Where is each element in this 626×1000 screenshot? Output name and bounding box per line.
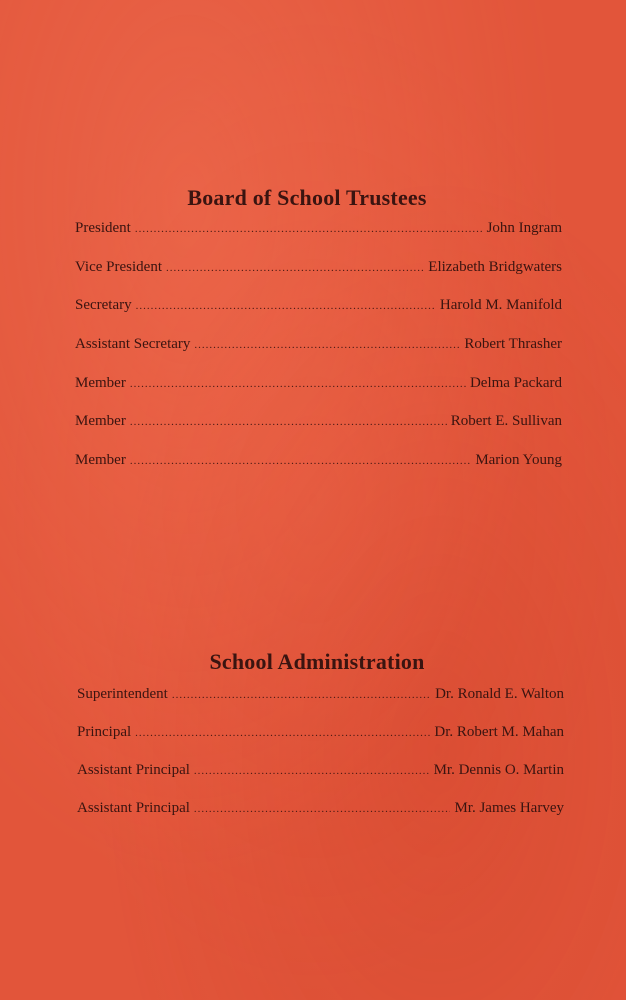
person-name: Marion Young — [475, 452, 562, 469]
roster-row-member — [75, 375, 562, 414]
dot-leader — [194, 765, 430, 777]
role-label: Principal — [77, 724, 132, 740]
roster-row-member — [75, 413, 562, 452]
roster-row-superintendent — [77, 686, 564, 724]
roster-row-assistant-principal — [77, 762, 564, 800]
board-roster — [75, 220, 562, 491]
school-administration-heading: School Administration — [209, 648, 425, 674]
person-name: Delma Packard — [469, 374, 562, 391]
person-name: Robert E. Sullivan — [450, 413, 562, 430]
role-label: Member — [75, 452, 126, 469]
person-name: John Ingram — [486, 220, 562, 236]
roster-row-assistant-secretary — [75, 336, 562, 375]
role-label: Vice President — [75, 258, 162, 275]
person-name: Dr. Ronald E. Walton — [435, 686, 564, 702]
role-label: Assistant Secretary — [75, 336, 191, 353]
dot-leader — [194, 803, 451, 815]
role-label: Member — [75, 374, 126, 391]
role-label: Assistant Principal — [77, 762, 190, 778]
dot-leader — [135, 223, 483, 235]
role-label: Assistant Principal — [77, 800, 190, 816]
dot-leader — [194, 339, 460, 351]
person-name: Harold M. Manifold — [439, 297, 562, 314]
person-name: Mr. James Harvey — [454, 800, 564, 816]
dot-leader — [135, 727, 430, 739]
dot-leader — [166, 262, 424, 274]
dot-leader — [130, 455, 471, 467]
roster-row-secretary — [75, 297, 562, 336]
dot-leader — [172, 689, 431, 701]
person-name: Robert Thrasher — [464, 336, 562, 353]
dot-leader — [130, 416, 447, 428]
person-name: Elizabeth Bridgwaters — [428, 258, 562, 275]
role-label: Superintendent — [77, 686, 168, 702]
person-name: Mr. Dennis O. Martin — [433, 762, 564, 778]
dot-leader — [136, 300, 436, 312]
board-of-trustees-heading: Board of School Trustees — [187, 184, 427, 210]
roster-row-assistant-principal — [77, 800, 564, 838]
roster-row-principal — [77, 724, 564, 762]
roster-row-vice-president — [75, 259, 562, 298]
administration-roster — [77, 686, 564, 838]
roster-row-member — [75, 452, 562, 491]
roster-row-president — [75, 220, 562, 259]
dot-leader — [130, 378, 466, 390]
role-label: Secretary — [75, 297, 132, 314]
person-name: Dr. Robert M. Mahan — [434, 724, 564, 740]
role-label: President — [75, 220, 131, 236]
role-label: Member — [75, 413, 126, 430]
